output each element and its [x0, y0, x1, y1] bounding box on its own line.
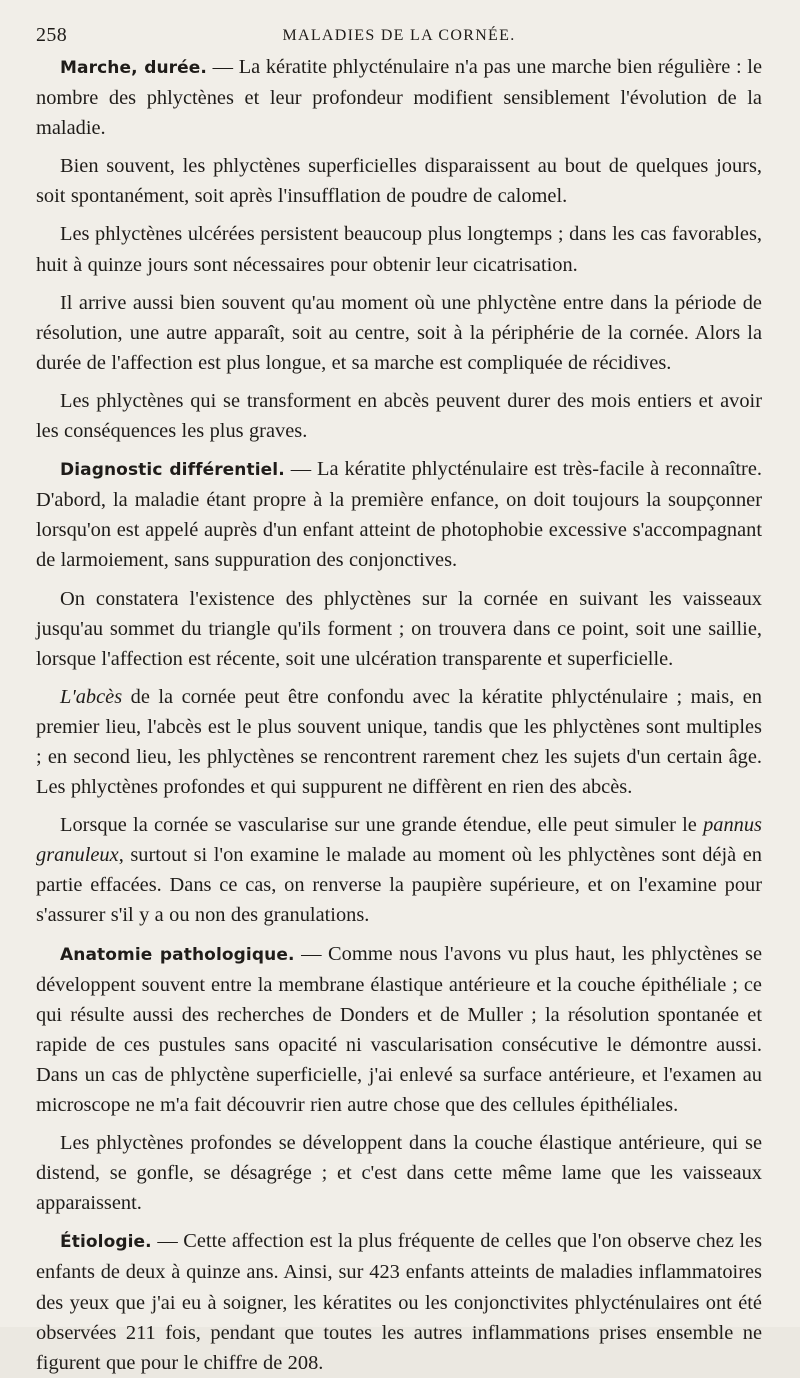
paragraph-anatomie	[36, 939, 762, 1121]
paragraph-text: Les phlyctènes ulcérées persistent beaucoup plus longtemps ; dans les cas favorables, huit à quinze jours sont nécessaires pour obtenir leur cicatrisation.	[36, 223, 762, 276]
paragraph-marche-duree	[36, 52, 762, 143]
paragraph-pannus	[36, 810, 762, 930]
paragraph-phlyctenes-profondes	[36, 1128, 762, 1218]
paragraph-text: Les phlyctènes profondes se développent dans la couche élastique antérieure, qui se distend, se gonfle, se désagrége ; et c'est dans cette même lame que les vaisseaux apparaissent.	[36, 1132, 762, 1215]
running-title: MALADIES DE LA CORNÉE.	[282, 27, 516, 44]
paragraph-phlyctenes-superficielles	[36, 151, 762, 211]
paragraph-recidives	[36, 288, 762, 378]
paragraph-text: — La kératite phlycténulaire est très-facile à reconnaître. D'abord, la maladie étant propre à la première enfance, on doit toujours la soupçonner lorsqu'on est appelé auprès d'un enfant atteint de photophobie excessive s'accompagnant de larmoiement, sans suppuration des conjonctives.	[36, 458, 762, 572]
paragraph-text: Bien souvent, les phlyctènes superficielles disparaissent au bout de quelques jours, soit spontanément, soit après l'insufflation de poudre de calomel.	[36, 155, 762, 208]
paragraph-diagnostic	[36, 454, 762, 575]
body-text	[36, 52, 762, 1378]
italic-lead: L'abcès	[60, 685, 123, 708]
paragraph-phlyctenes-ulcerees	[36, 219, 762, 279]
italic-term: pannus granuleux	[36, 814, 762, 867]
section-heading-marche-duree: Marche, durée.	[60, 58, 207, 78]
paragraph-vaisseaux	[36, 584, 762, 674]
running-head	[36, 12, 762, 46]
paragraph-text: Les phlyctènes qui se transforment en abcès peuvent durer des mois entiers et avoir les conséquences les plus graves.	[36, 389, 762, 443]
paragraph-text: Il arrive aussi bien souvent qu'au moment où une phlyctène entre dans la période de résolution, une autre apparaît, soit au centre, soit à la périphérie de la cornée. Alors la durée de l'affection est plus longue, et sa marche est compliquée de récidives.	[36, 291, 762, 374]
paragraph-text: de la cornée peut être confondu avec la kératite phlycténulaire ; mais, en premier lieu, l'abcès est le plus souvent unique, tandis que les phlyctènes sont multiples ; en second lieu, les phlyctènes se rencontrent rarement chez les sujets d'un certain âge. Les phlyctènes profondes et qui suppurent ne diffèrent en rien des abcès.	[36, 685, 762, 799]
paragraph-etiologie	[36, 1226, 762, 1377]
paragraph-abces	[36, 386, 762, 446]
paragraph-abces-cornee	[36, 682, 762, 802]
paragraph-text: , surtout si l'on examine le malade au moment où les phlyctènes sont déjà en partie effacées. Dans ce cas, on renverse la paupière supérieure, et on l'examine pour s'assurer s'il y a ou non des granulations.	[36, 844, 762, 927]
section-heading-anatomie: Anatomie pathologique.	[60, 944, 295, 965]
page-number: 258	[36, 24, 68, 46]
paragraph-text: — Cette affection est la plus fréquente de celles que l'on observe chez les enfants de deux à quinze ans. Ainsi, sur 423 enfants atteints de maladies inflammatoires des yeux que j'ai eu à soigner, les kératites ou les conjonctivites phlycténulaires ont été observées 211 fois, pendant que toutes les autres inflammations prises ensemble ne figurent que pour le chiffre de 208.	[36, 1230, 762, 1374]
paragraph-text: — La kératite phlycténulaire n'a pas une marche bien régulière : le nombre des phlyctènes et leur profondeur modifient sensiblement l'évolution de la maladie.	[36, 56, 762, 140]
paragraph-text: On constatera l'existence des phlyctènes sur la cornée en suivant les vaisseaux jusqu'au sommet du triangle qu'ils forment ; on trouvera dans ce point, soit une saillie, lorsque l'affection est récente, soit une ulcération transparente et superficielle.	[36, 587, 762, 670]
paragraph-text: — Comme nous l'avons vu plus haut, les phlyctènes se développent souvent entre la membrane élastique antérieure et la couche épithéliale ; ce qui résulte aussi des recherches de Donders et de Muller ; la résolution spontanée et rapide de ces pustules sans opacité ni vascularisation consécutive le démontre aussi. Dans un cas de phlyctène superficielle, j'ai enlevé sa surface antérieure, et l'examen au microscope ne m'a fait découvrir rien autre chose que des cellules épithéliales.	[36, 942, 762, 1116]
section-heading-diagnostic: Diagnostic différentiel.	[60, 460, 285, 481]
paragraph-text: Lorsque la cornée se vascularise sur une grande étendue, elle peut simuler le	[60, 814, 704, 837]
section-heading-etiologie: Étiologie.	[60, 1232, 152, 1253]
